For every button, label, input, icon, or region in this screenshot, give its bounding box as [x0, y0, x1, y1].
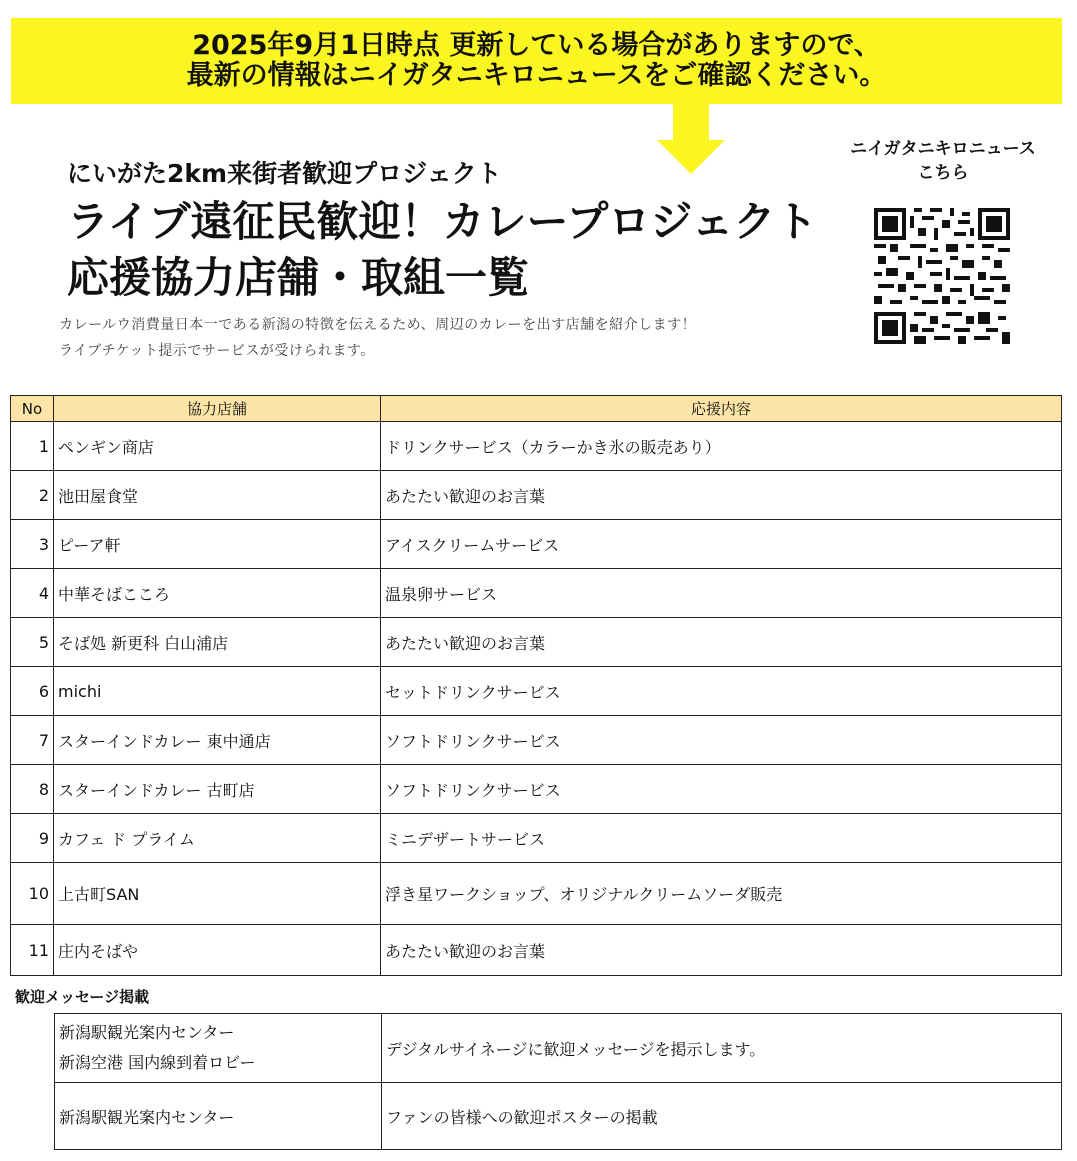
- notice-line-2: 最新の情報はニイガタニキロニュースをご確認ください。: [186, 60, 887, 91]
- table-row: [11, 925, 1062, 976]
- row-no: 6: [11, 667, 54, 716]
- table-row: [11, 422, 1062, 471]
- message-content: ファンの皆様への歓迎ポスターの掲載: [382, 1083, 1062, 1150]
- row-store: カフェ ド プライム: [54, 814, 381, 863]
- table-header-row: [11, 396, 1062, 422]
- row-support: あたたい歓迎のお言葉: [381, 618, 1062, 667]
- description-line-2: ライブチケット提示でサービスが受けられます。: [59, 343, 375, 359]
- message-row: [55, 1014, 1062, 1083]
- table-row: [11, 765, 1062, 814]
- row-store: 中華そばこころ: [54, 569, 381, 618]
- table-row: [11, 863, 1062, 925]
- row-support: セットドリンクサービス: [381, 667, 1062, 716]
- message-place-line: 新潟駅観光案内センター: [59, 1023, 235, 1042]
- row-store: michi: [54, 667, 381, 716]
- messages-table: [54, 1013, 1062, 1150]
- row-support: アイスクリームサービス: [381, 520, 1062, 569]
- table-row: [11, 716, 1062, 765]
- row-no: 8: [11, 765, 54, 814]
- arrow-down-icon: [657, 104, 725, 174]
- row-store: そば処 新更科 白山浦店: [54, 618, 381, 667]
- notice-line-1: 2025年9月1日時点 更新している場合がありますので、: [192, 30, 881, 61]
- message-place-line: 新潟空港 国内線到着ロビー: [59, 1053, 256, 1072]
- row-store: 庄内そばや: [54, 925, 381, 976]
- row-support: 温泉卵サービス: [381, 569, 1062, 618]
- row-support: ソフトドリンクサービス: [381, 716, 1062, 765]
- qr-code-icon[interactable]: [874, 208, 1010, 344]
- title-line-2: 応援協力店舗・取組一覧: [67, 253, 530, 302]
- messages-heading: 歓迎メッセージ掲載: [15, 988, 150, 1006]
- row-no: 3: [11, 520, 54, 569]
- notice-banner: [11, 18, 1062, 104]
- row-no: 1: [11, 422, 54, 471]
- row-store: スターインドカレー 東中通店: [54, 716, 381, 765]
- row-support: あたたい歓迎のお言葉: [381, 925, 1062, 976]
- row-support: あたたい歓迎のお言葉: [381, 471, 1062, 520]
- row-no: 9: [11, 814, 54, 863]
- row-no: 10: [11, 863, 54, 925]
- row-no: 7: [11, 716, 54, 765]
- qr-caption-line-1: ニイガタニキロニュース: [850, 139, 1036, 159]
- row-support: ドリンクサービス（カラーかき氷の販売あり）: [381, 422, 1062, 471]
- row-no: 5: [11, 618, 54, 667]
- header-no: No: [11, 396, 54, 422]
- row-store: スターインドカレー 古町店: [54, 765, 381, 814]
- row-store: 池田屋食堂: [54, 471, 381, 520]
- message-place: 新潟駅観光案内センター: [55, 1083, 382, 1150]
- table-row: [11, 520, 1062, 569]
- project-subtitle: にいがた2km来街者歓迎プロジェクト: [67, 159, 502, 188]
- row-no: 2: [11, 471, 54, 520]
- description-line-1: カレールウ消費量日本一である新潟の特徴を伝えるため、周辺のカレーを出す店舗を紹介します！: [59, 317, 697, 333]
- row-no: 4: [11, 569, 54, 618]
- message-place: [55, 1014, 382, 1083]
- message-row: [55, 1083, 1062, 1150]
- row-store: 上古町SAN: [54, 863, 381, 925]
- table-row: [11, 618, 1062, 667]
- page-title: [67, 194, 818, 306]
- message-content: デジタルサイネージに歓迎メッセージを掲示します。: [382, 1014, 1062, 1083]
- table-row: [11, 667, 1062, 716]
- qr-caption: [838, 137, 1048, 185]
- qr-caption-line-2: こちら: [917, 163, 969, 183]
- table-row: [11, 471, 1062, 520]
- row-store: ピーア軒: [54, 520, 381, 569]
- row-support: ミニデザートサービス: [381, 814, 1062, 863]
- row-no: 11: [11, 925, 54, 976]
- store-table: [10, 395, 1062, 976]
- row-support: 浮き星ワークショップ、オリジナルクリームソーダ販売: [381, 863, 1062, 925]
- row-support: ソフトドリンクサービス: [381, 765, 1062, 814]
- header-store: 協力店舗: [54, 396, 381, 422]
- row-store: ペンギン商店: [54, 422, 381, 471]
- description: [59, 312, 696, 364]
- title-line-1: ライブ遠征民歓迎！カレープロジェクト: [67, 197, 818, 246]
- table-row: [11, 814, 1062, 863]
- table-row: [11, 569, 1062, 618]
- header-support: 応援内容: [381, 396, 1062, 422]
